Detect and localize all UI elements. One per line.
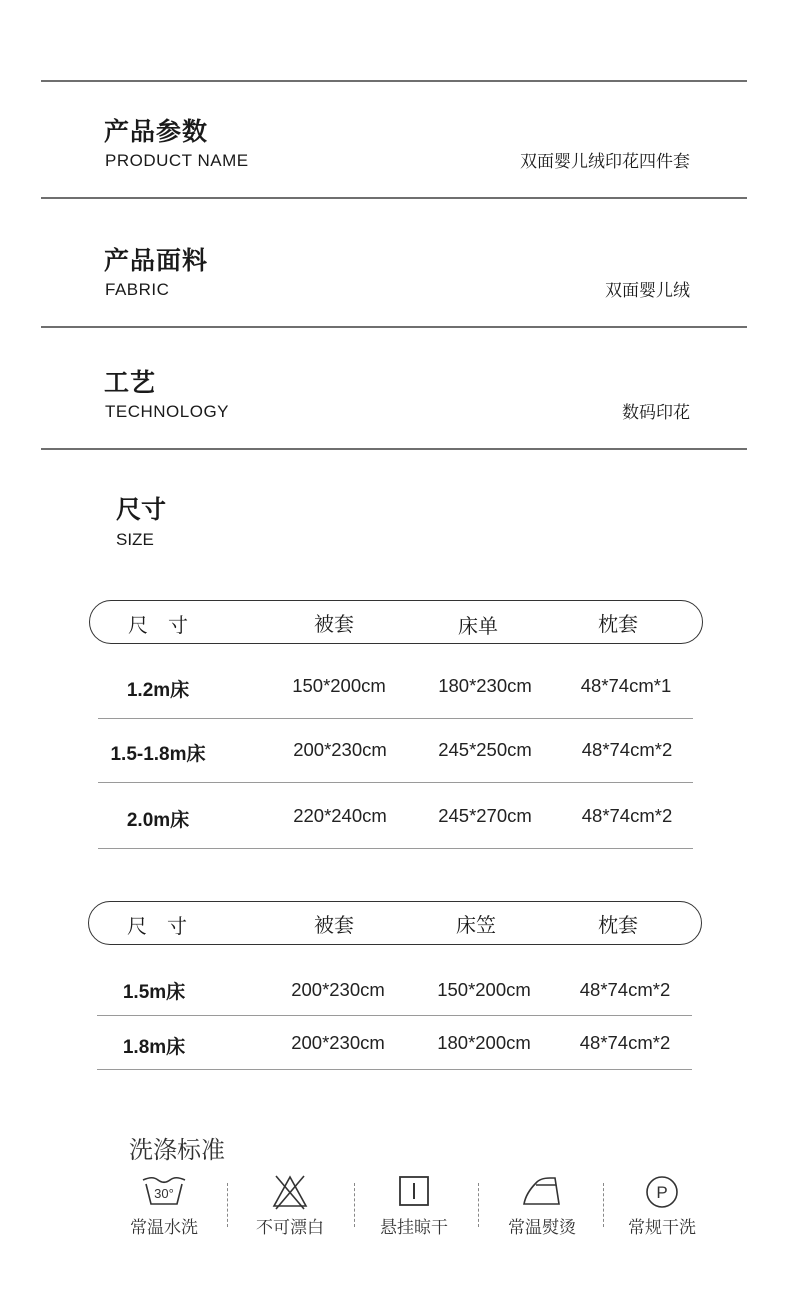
param-fabric — [41, 197, 747, 327]
wash-title: 洗涤标准 — [129, 1136, 225, 1164]
wash-item — [492, 1175, 592, 1238]
param-title-cn: 产品参数 — [104, 117, 209, 146]
cell: 48*74cm*2 — [581, 739, 673, 760]
param-value: 双面婴儿绒印花四件套 — [520, 152, 690, 172]
table1-header-sheet: 床单 — [458, 614, 498, 638]
hang-dry-icon — [364, 1175, 464, 1207]
no-bleach-icon — [240, 1173, 340, 1211]
cell: 200*230cm — [291, 979, 385, 1000]
cell: 48*74cm*2 — [579, 1032, 671, 1053]
size-title-en: SIZE — [116, 530, 154, 549]
cell: 150*200cm — [292, 675, 386, 696]
row-label: 2.0m床 — [126, 810, 190, 831]
svg-text:30°: 30° — [154, 1186, 174, 1201]
table1-header-size: 尺 寸 — [128, 613, 188, 637]
wash-label: 常规干洗 — [628, 1218, 696, 1238]
cell: 200*230cm — [293, 739, 387, 760]
row-separator — [98, 718, 693, 719]
row-label: 1.5-1.8m床 — [110, 744, 206, 765]
row-separator — [97, 1069, 692, 1070]
cell: 220*240cm — [293, 805, 387, 826]
divider — [603, 1183, 604, 1227]
row-label: 1.5m床 — [122, 982, 186, 1003]
wash-30-icon — [114, 1175, 214, 1207]
wash-label: 悬挂晾干 — [380, 1218, 448, 1238]
cell: 150*200cm — [437, 979, 531, 1000]
svg-text:P: P — [656, 1183, 668, 1202]
dry-clean-p-icon — [612, 1175, 712, 1209]
divider — [354, 1183, 355, 1227]
row-label: 1.2m床 — [126, 680, 190, 701]
cell: 245*250cm — [438, 739, 532, 760]
cell: 180*230cm — [438, 675, 532, 696]
param-title-en: FABRIC — [105, 280, 170, 299]
cell: 200*230cm — [291, 1032, 385, 1053]
row-separator — [98, 782, 693, 783]
table1-header-pillow: 枕套 — [598, 612, 638, 636]
table2-header-duvet: 被套 — [314, 913, 354, 937]
wash-item — [612, 1175, 712, 1238]
row-label: 1.8m床 — [122, 1037, 186, 1058]
wash-label: 常温熨烫 — [508, 1218, 576, 1238]
wash-label: 常温水洗 — [130, 1218, 198, 1238]
divider — [227, 1183, 228, 1227]
param-technology — [41, 326, 747, 449]
wash-label: 不可漂白 — [256, 1218, 324, 1238]
row-separator — [98, 848, 693, 849]
size-title-cn: 尺寸 — [116, 495, 167, 524]
table2-header-fitted-sheet: 床笠 — [456, 913, 496, 937]
param-title-en: TECHNOLOGY — [105, 402, 230, 421]
table1-header-duvet: 被套 — [314, 612, 354, 636]
row-separator — [97, 1015, 692, 1016]
param-value: 双面婴儿绒 — [605, 281, 690, 301]
param-product-name — [41, 80, 747, 198]
table2-header-pillow: 枕套 — [598, 913, 638, 937]
wash-item — [364, 1175, 464, 1238]
cell: 180*200cm — [437, 1032, 531, 1053]
divider — [41, 448, 747, 450]
table2-header-size: 尺 寸 — [127, 914, 187, 938]
cell: 48*74cm*1 — [580, 675, 672, 696]
param-title-cn: 工艺 — [104, 368, 157, 397]
cell: 245*270cm — [438, 805, 532, 826]
wash-item — [240, 1175, 340, 1238]
param-title-cn: 产品面料 — [104, 246, 209, 275]
wash-item — [114, 1175, 214, 1238]
divider — [478, 1183, 479, 1227]
param-value: 数码印花 — [622, 403, 690, 423]
param-title-en: PRODUCT NAME — [105, 151, 249, 170]
cell: 48*74cm*2 — [581, 805, 673, 826]
cell: 48*74cm*2 — [579, 979, 671, 1000]
iron-icon — [492, 1175, 592, 1207]
